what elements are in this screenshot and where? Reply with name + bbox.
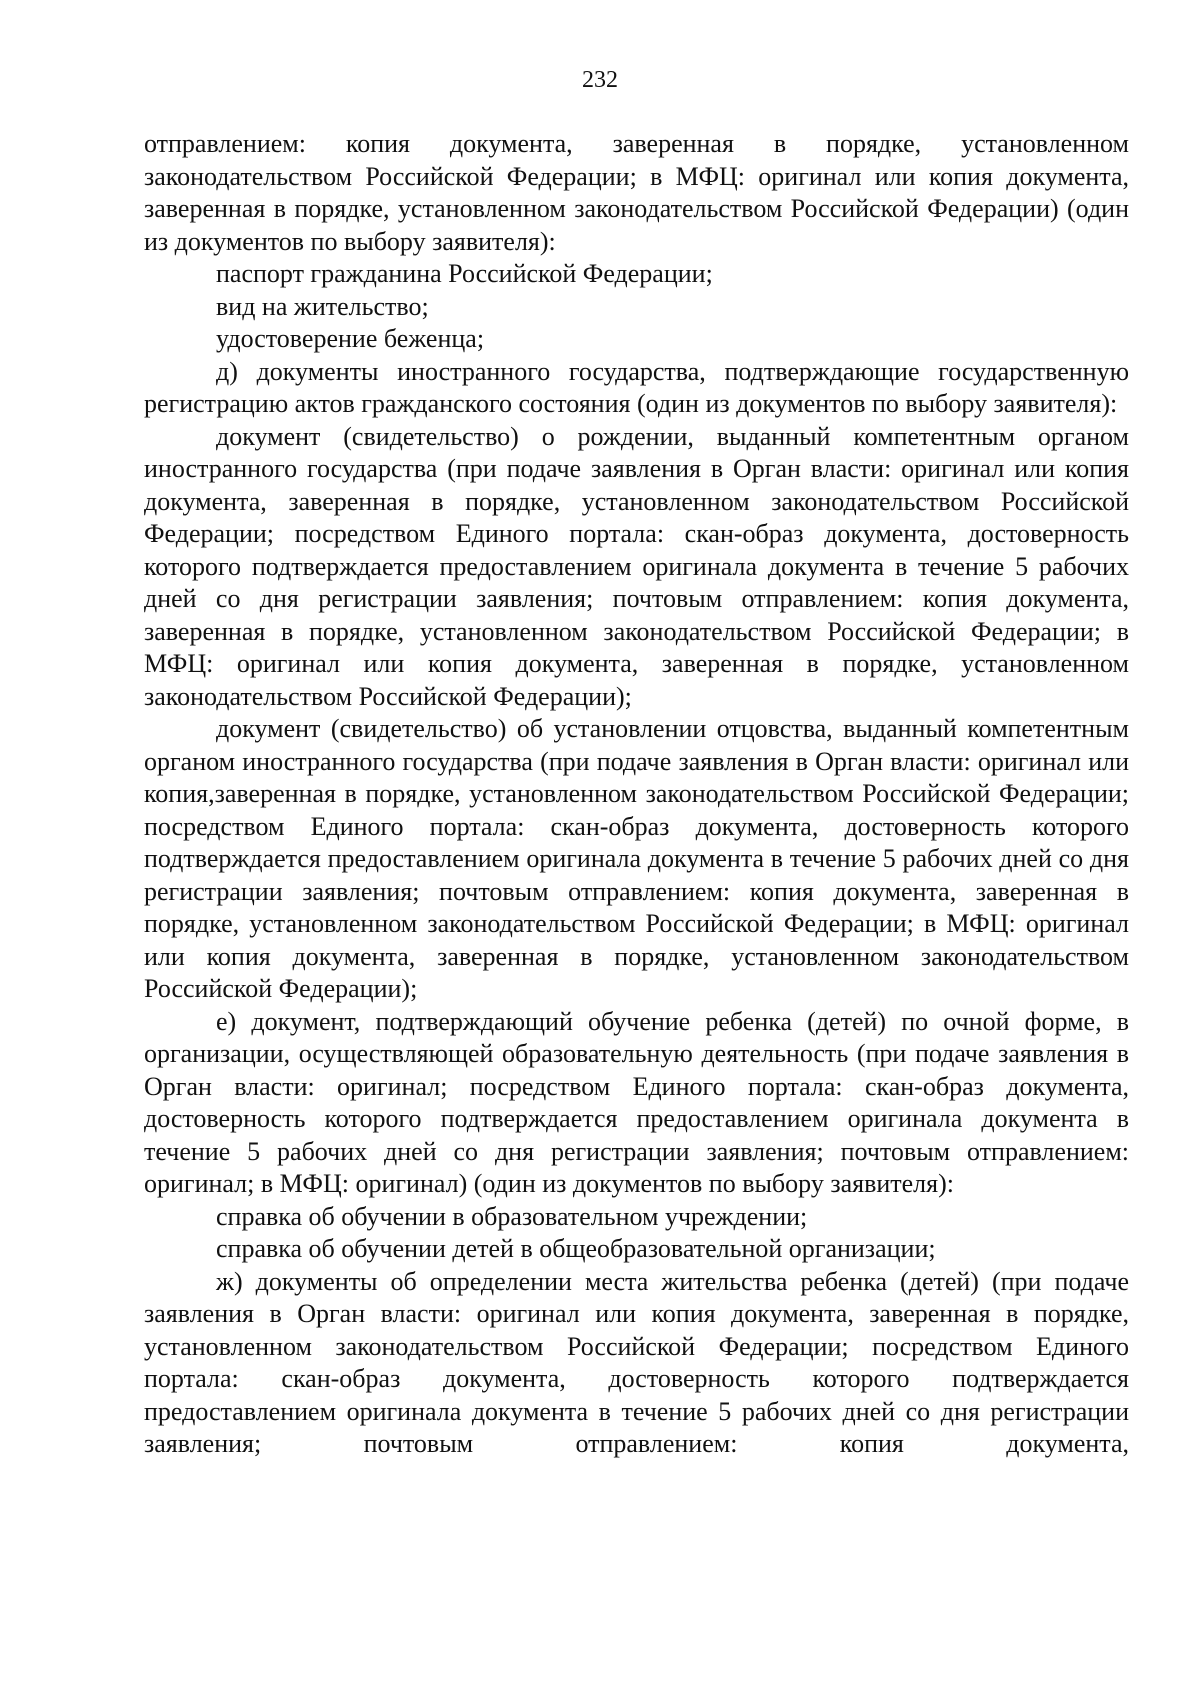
document-body	[144, 128, 1129, 1461]
list-item-school-certificate: справка об обучении детей в общеобразовательной организации;	[216, 1234, 936, 1263]
paragraph-item-zh: ж) документы об определении места жительства ребенка (детей) (при подаче заявления в Орган власти: оригинал или копия документа, заверенная в порядке, установленном законодательством Российской Федерации; посредством Единого портала: скан-образ документа, достоверность которого подтверждается предоставлением оригинала документа в течение 5 рабочих дней со дня регистрации заявления; почтовым отправлением: копия документа,	[144, 1266, 1129, 1458]
list-item-passport: паспорт гражданина Российской Федерации;	[216, 259, 713, 288]
page-number: 232	[582, 67, 618, 93]
paragraph-continuation: отправлением: копия документа, заверенная в порядке, установленном законодательством Российской Федерации; в МФЦ: оригинал или копия документа, заверенная в порядке, установленном законодательством Российской Федерации) (один из документов по выбору заявителя):	[144, 129, 1129, 256]
paragraph-item-d: д) документы иностранного государства, подтверждающие государственную регистрацию актов гражданского состояния (один из документов по выбору заявителя):	[144, 356, 1129, 418]
paragraph-birth-certificate: документ (свидетельство) о рождении, выданный компетентным органом иностранного государства (при подаче заявления в Орган власти: оригинал или копия документа, заверенная в порядке, установленном законодательством Российской Федерации; посредством Единого портала: скан-образ документа, достоверность которого подтверждается предоставлением оригинала документа в течение 5 рабочих дней со дня регистрации заявления; почтовым отправлением: копия документа, заверенная в порядке, установленном законодательством Российской Федерации; в МФЦ: оригинал или копия документа, заверенная в порядке, установленном законодательством Российской Федерации);	[144, 421, 1129, 711]
paragraph-item-e: е) документ, подтверждающий обучение ребенка (детей) по очной форме, в организации, осуществляющей образовательную деятельность (при подаче заявления в Орган власти: оригинал; посредством Единого портала: скан-образ документа, достоверность которого подтверждается предоставлением оригинала документа в течение 5 рабочих дней со дня регистрации заявления; почтовым отправлением: оригинал; в МФЦ: оригинал) (один из документов по выбору заявителя):	[144, 1006, 1129, 1198]
list-item-residence-permit: вид на жительство;	[216, 291, 429, 321]
paragraph-paternity-certificate: документ (свидетельство) об установлении отцовства, выданный компетентным органом иностранного государства (при подаче заявления в Орган власти: оригинал или копия,заверенная в порядке, установленном законодательством Российской Федерации; посредством Единого портала: скан-образ документа, достоверность которого подтверждается предоставлением оригинала документа в течение 5 рабочих дней со дня регистрации заявления; почтовым отправлением: копия документа, заверенная в порядке, установленном законодательством Российской Федерации; в МФЦ: оригинал или копия документа, заверенная в порядке, установленном законодательством Российской Федерации);	[144, 714, 1129, 1003]
list-item-refugee-certificate: удостоверение беженца;	[216, 324, 485, 353]
list-item-education-certificate: справка об обучении в образовательном учреждении;	[216, 1201, 808, 1231]
